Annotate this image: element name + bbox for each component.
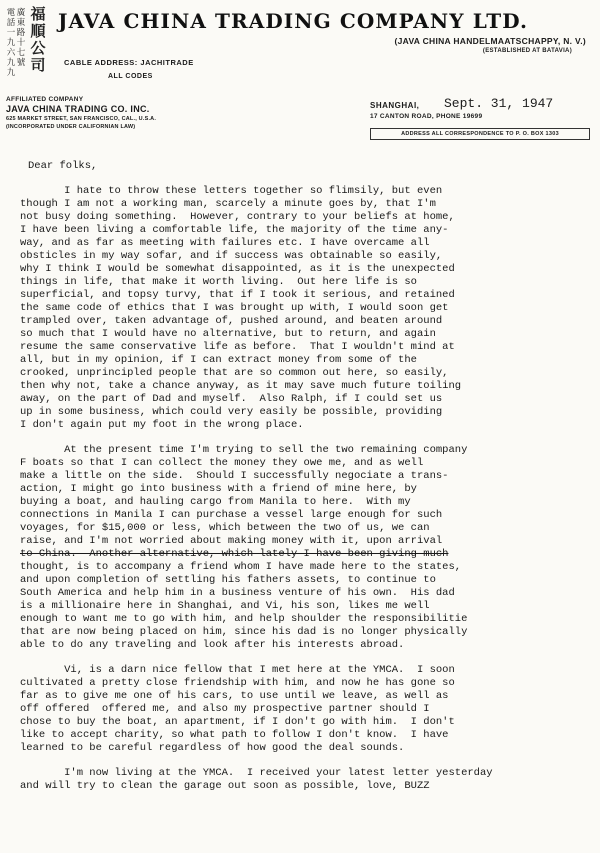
- letter-line: I hate to throw these letters together so flimsily, but even: [20, 185, 443, 197]
- greeting: Dear folks,: [28, 160, 98, 172]
- letter-paragraph: [20, 664, 592, 755]
- letter-line: not busy doing something. However, contrary to your beliefs at home,: [20, 211, 455, 223]
- letter-paragraph: [20, 767, 592, 793]
- letter-line: why I think I would be somewhat disappointed, as it is the unexpected: [20, 263, 455, 275]
- letter-line: away, on the part of Dad and myself. Also Ralph, if I could set us: [20, 393, 443, 405]
- letter-line: learned to be careful regardless of how good the deal sounds.: [20, 742, 405, 754]
- letter-line: thought, is to accompany a friend whom I have made here to the states,: [20, 561, 462, 573]
- letter-line: able to do any traveling and look after his interests abroad.: [20, 639, 405, 651]
- affiliated-company-block: [6, 96, 156, 131]
- letter-paragraphs: [20, 185, 592, 793]
- chinese-address-column-2: 廣東路十七號: [16, 8, 26, 68]
- letter-line: that are now being placed on him, since his dad is no longer physically: [20, 626, 468, 638]
- letter-line: voyages, for $15,000 or less, which between the two of us, we can: [20, 522, 430, 534]
- letter-line: is a millionaire here in Shanghai, and Vi, his son, likes me well: [20, 600, 430, 612]
- affiliated-incorporation-note: (INCORPORATED UNDER CALIFORNIAN LAW): [6, 124, 136, 130]
- established-note: (ESTABLISHED AT BATAVIA): [482, 48, 572, 54]
- letter-line: things in life, that make it worth living. Out here life is so: [20, 276, 417, 288]
- letter-paragraph: [20, 444, 592, 652]
- letter-line: I don't again put my foot in the wrong place.: [20, 419, 304, 431]
- letter-line: obsticles in my way sofar, and if success was obtainable so easily,: [20, 250, 443, 262]
- letter-line: enough to want me to go with him, and help shoulder the responsibilitie: [20, 613, 468, 625]
- letter-line: South America and help him in a business venture of his own. His dad: [20, 587, 455, 599]
- chinese-address-column-1: 電話一九六九九: [6, 8, 16, 78]
- letter-body: [20, 160, 592, 805]
- chinese-company-name: 福順公司: [30, 5, 46, 74]
- letter-paragraph: [20, 185, 592, 432]
- letter-line: and upon completion of settling his fathers assets, to continue to: [20, 574, 436, 586]
- letter-line: make a little on the side. Should I successfully negociate a trans-: [20, 470, 449, 482]
- affiliated-address: 625 MARKET STREET, SAN FRANCISCO, CAL., U.S.A.: [6, 116, 157, 122]
- company-name: JAVA CHINA TRADING COMPANY LTD.: [58, 9, 529, 33]
- letter-line: so much that I would have no alternative, but to return, and again: [20, 328, 436, 340]
- letter-date: Sept. 31, 1947: [444, 96, 554, 111]
- letter-line: way, and as far as meeting with failures etc. I have overcame all: [20, 237, 430, 249]
- letter-line: cultivated a pretty close friendship with him, and now he has gone so: [20, 677, 455, 689]
- letter-line: crooked, unprincipled people that are so common out here, so easily,: [20, 367, 449, 379]
- letter-line: like to accept charity, so what path to follow I don't know. I have: [20, 729, 449, 741]
- letter-line: trampled over, taken advantage of, pushed around, and beaten around: [20, 315, 443, 327]
- letter-line: At the present time I'm trying to sell the two remaining company: [20, 444, 468, 456]
- letter-line: Vi, is a darn nice fellow that I met here at the YMCA. I soon: [20, 664, 455, 676]
- affiliated-label: AFFILIATED COMPANY: [6, 96, 84, 103]
- dutch-company-name: (JAVA CHINA HANDELMAATSCHAPPY, N. V.): [394, 36, 586, 46]
- cable-address: CABLE ADDRESS: JACHITRADE: [64, 58, 194, 67]
- letter-line: far as to give me one of his cars, to use until we leave, as well as: [20, 690, 449, 702]
- letter-line: off offered offered me, and also my prospective partner should I: [20, 703, 430, 715]
- letter-line: to China. Another alternative, which lately I have been giving much: [20, 548, 449, 560]
- letter-line: up in some business, which could very easily be possible, providing: [20, 406, 443, 418]
- affiliated-name: JAVA CHINA TRADING CO. INC.: [6, 104, 150, 114]
- letter-line: superficial, and topsy turvy, that if I took it serious, and retained: [20, 289, 455, 301]
- chinese-letterhead: [6, 6, 50, 82]
- letter-line: F boats so that I can collect the money they owe me, and as well: [20, 457, 424, 469]
- letter-line: buying a boat, and hauling cargo from Manila to here. With my: [20, 496, 411, 508]
- letter-line: chose to buy the boat, an apartment, if I don't go with him. I don't: [20, 716, 455, 728]
- letter-line: I'm now living at the YMCA. I received your latest letter yesterday: [20, 767, 493, 779]
- letter-line: raise, and I'm not worried about making money with it, upon arrival: [20, 535, 443, 547]
- letter-line: then why not, take a chance anyway, as it may save much future toiling: [20, 380, 462, 392]
- letter-line: the same code of ethics that I was brought up with, I would soon get: [20, 302, 449, 314]
- letter-line: though I am not a working man, scarcely a minute goes by, that I'm: [20, 198, 436, 210]
- street-address: 17 CANTON ROAD, PHONE 19699: [370, 113, 483, 120]
- letter-line: all, but in my opinion, if I can extract money from some of the: [20, 354, 417, 366]
- letter-line: I have been living a comfortable life, the majority of the time any-: [20, 224, 449, 236]
- correspondence-box: ADDRESS ALL CORRESPONDENCE TO P. O. BOX 1303: [370, 128, 590, 140]
- letter-line: connections in Manila I can purchase a vessel large enough for such: [20, 509, 443, 521]
- letter-line: and will try to clean the garage out soon as possible, love, BUZZ: [20, 780, 430, 792]
- letter-line: action, I might go into business with a friend of mine here, by: [20, 483, 417, 495]
- city-label: SHANGHAI,: [370, 101, 420, 110]
- letter-line: resume the same conservative life as before. That I wouldn't mind at: [20, 341, 455, 353]
- all-codes: ALL CODES: [108, 73, 153, 80]
